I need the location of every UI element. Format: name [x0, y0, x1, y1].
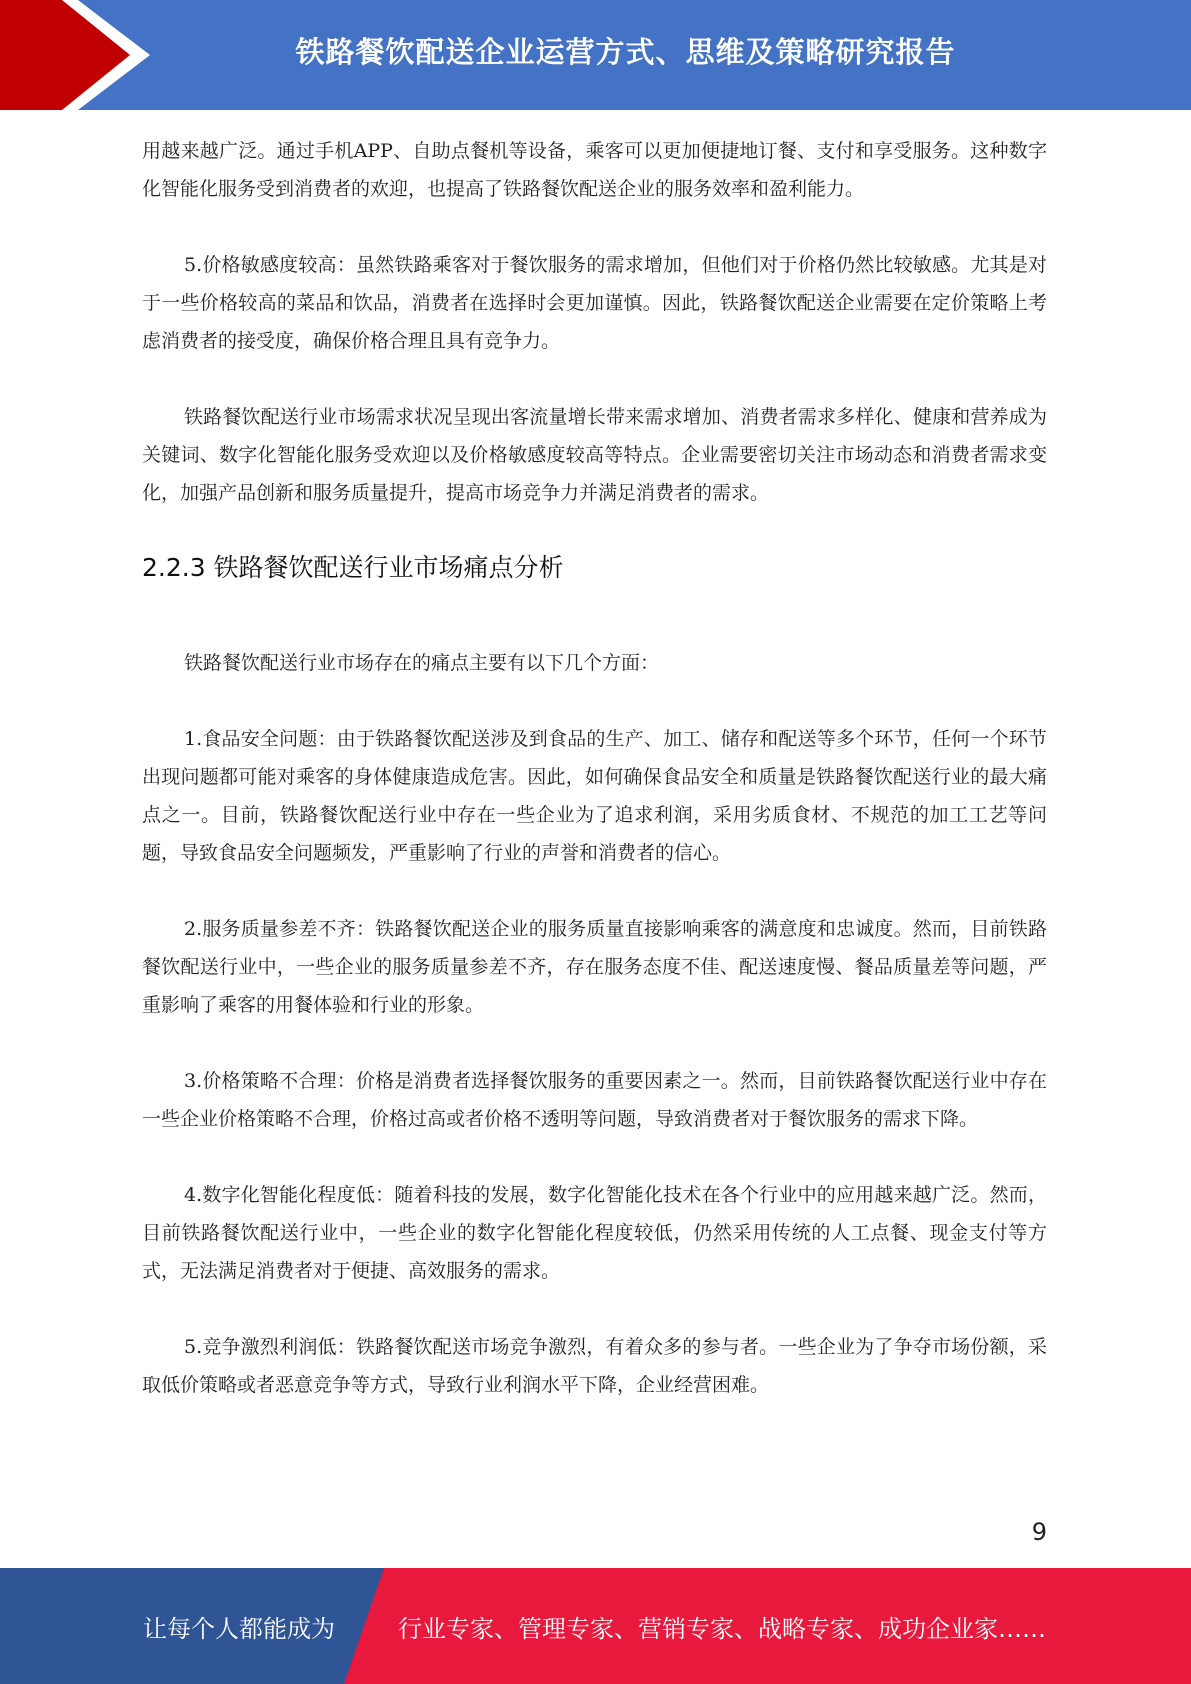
paragraph-service-quality: 2.服务质量参差不齐：铁路餐饮配送企业的服务质量直接影响乘客的满意度和忠诚度。然而，目前铁路餐饮配送行业中，一些企业的服务质量参差不齐，存在服务态度不佳、配送速度慢、餐品质量差等问题，严重影响了乘客的用餐体验和行业的形象。	[142, 918, 1047, 1016]
footer-slogan-right: 行业专家、管理专家、营销专家、战略专家、成功企业家……	[398, 1614, 1046, 1643]
paragraph-continued: 用越来越广泛。通过手机APP、自助点餐机等设备，乘客可以更加便捷地订餐、支付和享受服务。这种数字化智能化服务受到消费者的欢迎，也提高了铁路餐饮配送企业的服务效率和盈利能力。	[142, 140, 1047, 200]
paragraph-digitalization: 4.数字化智能化程度低：随着科技的发展，数字化智能化技术在各个行业中的应用越来越广泛。然而，目前铁路餐饮配送行业中，一些企业的数字化智能化程度较低，仍然采用传统的人工点餐、现金支付等方式，无法满足消费者对于便捷、高效服务的需求。	[142, 1184, 1047, 1282]
paragraph-food-safety: 1.食品安全问题：由于铁路餐饮配送涉及到食品的生产、加工、储存和配送等多个环节，任何一个环节出现问题都可能对乘客的身体健康造成危害。因此，如何确保食品安全和质量是铁路餐饮配送行业的最大痛点之一。目前，铁路餐饮配送行业中存在一些企业为了追求利润，采用劣质食材、不规范的加工工艺等问题，导致食品安全问题频发，严重影响了行业的声誉和消费者的信心。	[142, 728, 1047, 864]
paragraph-competition: 5.竞争激烈利润低：铁路餐饮配送市场竞争激烈，有着众多的参与者。一些企业为了争夺市场份额，采取低价策略或者恶意竞争等方式，导致行业利润水平下降，企业经营困难。	[142, 1336, 1047, 1396]
paragraph-intro: 铁路餐饮配送行业市场存在的痛点主要有以下几个方面：	[184, 652, 660, 674]
footer-slogan-left: 让每个人都能成为	[143, 1614, 335, 1643]
paragraph-price-sensitivity: 5.价格敏感度较高：虽然铁路乘客对于餐饮服务的需求增加，但他们对于价格仍然比较敏感。尤其是对于一些价格较高的菜品和饮品，消费者在选择时会更加谨慎。因此，铁路餐饮配送企业需要在定价策略上考虑消费者的接受度，确保价格合理且具有竞争力。	[142, 254, 1047, 352]
report-title: 铁路餐饮配送企业运营方式、思维及策略研究报告	[295, 34, 956, 69]
paragraph-summary: 铁路餐饮配送行业市场需求状况呈现出客流量增长带来需求增加、消费者需求多样化、健康和营养成为关键词、数字化智能化服务受欢迎以及价格敏感度较高等特点。企业需要密切关注市场动态和消费者需求变化，加强产品创新和服务质量提升，提高市场竞争力并满足消费者的需求。	[142, 406, 1047, 504]
page-number: 9	[1031, 1518, 1047, 1546]
page-content	[142, 132, 1047, 1442]
paragraph-pricing-strategy: 3.价格策略不合理：价格是消费者选择餐饮服务的重要因素之一。然而，目前铁路餐饮配送行业中存在一些企业价格策略不合理，价格过高或者价格不透明等问题，导致消费者对于餐饮服务的需求下降。	[142, 1070, 1047, 1130]
header-banner	[0, 0, 1191, 110]
footer-banner	[0, 1568, 1191, 1684]
section-heading: 2.2.3 铁路餐饮配送行业市场痛点分析	[142, 553, 564, 582]
